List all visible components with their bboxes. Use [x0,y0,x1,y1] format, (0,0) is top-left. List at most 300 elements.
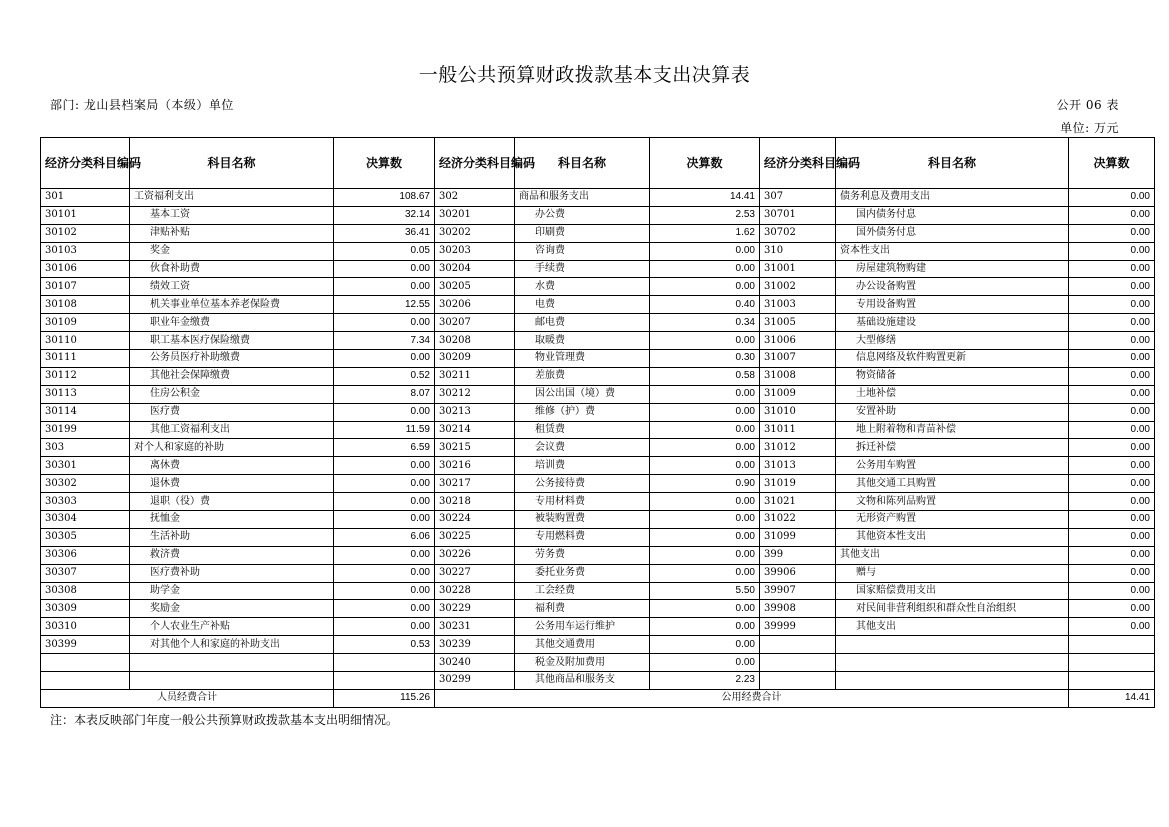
code-cell: 30231 [435,618,515,636]
code-cell: 31009 [760,385,836,403]
name-cell: 拆迁补偿 [836,439,1069,457]
amount-cell: 0.34 [650,314,760,332]
amount-cell: 0.00 [1069,224,1155,242]
code-cell: 30109 [41,314,130,332]
name-cell: 被装购置费 [515,511,650,529]
amount-cell: 0.00 [1069,206,1155,224]
amount-cell: 0.00 [650,618,760,636]
name-cell: 租赁费 [515,421,650,439]
name-cell: 会议费 [515,439,650,457]
code-cell: 30205 [435,278,515,296]
personnel-total-value: 115.26 [334,689,435,707]
code-cell: 31002 [760,278,836,296]
table-row [41,439,1155,457]
code-cell: 31008 [760,367,836,385]
code-cell: 30310 [41,618,130,636]
name-cell: 因公出国（境）费 [515,385,650,403]
amount-cell: 0.00 [334,278,435,296]
amount-cell: 0.00 [650,385,760,403]
code-cell [41,654,130,672]
code-cell: 30112 [41,367,130,385]
code-cell: 30215 [435,439,515,457]
code-cell: 30701 [760,206,836,224]
totals-row [41,689,1155,707]
table-row [41,296,1155,314]
amount-cell: 0.00 [1069,385,1155,403]
amount-cell: 7.34 [334,332,435,350]
table-row [41,278,1155,296]
code-cell: 31021 [760,493,836,511]
amount-cell: 0.00 [650,528,760,546]
header-code-3: 经济分类科目编码 [760,138,836,189]
code-cell: 30302 [41,475,130,493]
table-row [41,528,1155,546]
amount-cell: 0.00 [1069,475,1155,493]
amount-cell: 0.00 [650,511,760,529]
code-cell: 30228 [435,582,515,600]
table-row [41,350,1155,368]
amount-cell: 0.00 [334,493,435,511]
name-cell: 其他社会保障缴费 [130,367,334,385]
name-cell [836,672,1069,690]
code-cell: 30225 [435,528,515,546]
code-cell: 30399 [41,636,130,654]
amount-cell: 0.00 [334,564,435,582]
name-cell: 退休费 [130,475,334,493]
code-cell: 30217 [435,475,515,493]
code-cell: 30108 [41,296,130,314]
amount-cell: 0.00 [1069,242,1155,260]
amount-cell: 0.00 [334,260,435,278]
name-cell: 税金及附加费用 [515,654,650,672]
department-label: 部门: 龙山县档案局（本级）单位 [50,98,234,112]
amount-cell: 0.00 [650,242,760,260]
code-cell: 30209 [435,350,515,368]
table-row [41,636,1155,654]
table-row [41,367,1155,385]
name-cell: 房屋建筑物购建 [836,260,1069,278]
name-cell: 公务员医疗补助缴费 [130,350,334,368]
code-cell: 30306 [41,546,130,564]
amount-cell: 32.14 [334,206,435,224]
code-cell: 30201 [435,206,515,224]
code-cell: 30107 [41,278,130,296]
expenditure-table [40,137,1155,708]
name-cell: 绩效工资 [130,278,334,296]
name-cell: 津贴补贴 [130,224,334,242]
code-cell: 30111 [41,350,130,368]
table-header-row [41,138,1155,189]
name-cell: 其他支出 [836,546,1069,564]
amount-cell: 0.00 [650,457,760,475]
code-cell: 31007 [760,350,836,368]
code-cell: 39907 [760,582,836,600]
public-total-value: 14.41 [1069,689,1155,707]
name-cell: 基本工资 [130,206,334,224]
name-cell: 国家赔偿费用支出 [836,582,1069,600]
name-cell: 水费 [515,278,650,296]
unit-label: 单位: 万元 [1060,121,1119,135]
amount-cell: 0.53 [334,636,435,654]
amount-cell: 8.07 [334,385,435,403]
header-amount-2: 决算数 [650,138,760,189]
form-number: 公开 06 表 [1056,98,1119,112]
code-cell: 30702 [760,224,836,242]
code-cell: 30214 [435,421,515,439]
amount-cell: 0.00 [1069,260,1155,278]
amount-cell: 108.67 [334,189,435,207]
code-cell: 30206 [435,296,515,314]
name-cell: 其他交通费用 [515,636,650,654]
code-cell: 31012 [760,439,836,457]
code-cell: 31010 [760,403,836,421]
name-cell: 对民间非营利组织和群众性自治组织 [836,600,1069,618]
name-cell: 住房公积金 [130,385,334,403]
code-cell: 39908 [760,600,836,618]
amount-cell: 0.00 [1069,278,1155,296]
amount-cell: 0.52 [334,367,435,385]
amount-cell: 0.00 [1069,457,1155,475]
name-cell: 培训费 [515,457,650,475]
code-cell: 30226 [435,546,515,564]
amount-cell: 0.00 [650,278,760,296]
amount-cell: 0.00 [650,600,760,618]
name-cell: 奖金 [130,242,334,260]
amount-cell: 0.00 [334,475,435,493]
code-cell: 31001 [760,260,836,278]
name-cell: 专用材料费 [515,493,650,511]
header-amount-1: 决算数 [334,138,435,189]
amount-cell: 0.00 [1069,439,1155,457]
name-cell: 印刷费 [515,224,650,242]
amount-cell: 0.00 [1069,493,1155,511]
code-cell: 31003 [760,296,836,314]
name-cell: 工资福利支出 [130,189,334,207]
amount-cell: 0.00 [1069,564,1155,582]
code-cell: 30101 [41,206,130,224]
name-cell: 国内债务付息 [836,206,1069,224]
header-name-3: 科目名称 [836,138,1069,189]
code-cell: 31013 [760,457,836,475]
name-cell: 抚恤金 [130,511,334,529]
name-cell: 其他商品和服务支 [515,672,650,690]
name-cell: 其他资本性支出 [836,528,1069,546]
code-cell: 31099 [760,528,836,546]
amount-cell: 0.40 [650,296,760,314]
name-cell: 职业年金缴费 [130,314,334,332]
name-cell: 其他支出 [836,618,1069,636]
amount-cell: 0.00 [650,260,760,278]
code-cell: 31022 [760,511,836,529]
amount-cell: 11.59 [334,421,435,439]
amount-cell: 0.00 [1069,600,1155,618]
amount-cell: 0.58 [650,367,760,385]
code-cell: 30114 [41,403,130,421]
name-cell: 手续费 [515,260,650,278]
code-cell: 30240 [435,654,515,672]
name-cell: 生活补助 [130,528,334,546]
name-cell: 资本性支出 [836,242,1069,260]
name-cell: 奖励金 [130,600,334,618]
code-cell: 30110 [41,332,130,350]
name-cell: 救济费 [130,546,334,564]
code-cell: 31006 [760,332,836,350]
amount-cell: 12.55 [334,296,435,314]
amount-cell: 0.00 [1069,403,1155,421]
name-cell: 委托业务费 [515,564,650,582]
code-cell: 30213 [435,403,515,421]
name-cell: 医疗费 [130,403,334,421]
table-row [41,260,1155,278]
amount-cell: 6.59 [334,439,435,457]
header-amount-3: 决算数 [1069,138,1155,189]
table-row [41,189,1155,207]
amount-cell: 2.23 [650,672,760,690]
name-cell: 办公设备购置 [836,278,1069,296]
name-cell: 离休费 [130,457,334,475]
page-title: 一般公共预算财政拨款基本支出决算表 [418,64,751,86]
name-cell: 公务接待费 [515,475,650,493]
name-cell: 维修（护）费 [515,403,650,421]
table-row [41,206,1155,224]
code-cell: 30106 [41,260,130,278]
name-cell: 信息网络及软件购置更新 [836,350,1069,368]
amount-cell: 0.00 [334,618,435,636]
code-cell: 30303 [41,493,130,511]
code-cell: 39999 [760,618,836,636]
code-cell: 30224 [435,511,515,529]
amount-cell: 6.06 [334,528,435,546]
code-cell: 31019 [760,475,836,493]
amount-cell: 0.00 [650,636,760,654]
amount-cell: 36.41 [334,224,435,242]
name-cell: 职工基本医疗保险缴费 [130,332,334,350]
table-row [41,618,1155,636]
name-cell: 个人农业生产补贴 [130,618,334,636]
code-cell: 30308 [41,582,130,600]
code-cell: 30204 [435,260,515,278]
table-row [41,224,1155,242]
amount-cell: 0.00 [650,654,760,672]
amount-cell [334,654,435,672]
name-cell: 其他工资福利支出 [130,421,334,439]
amount-cell: 0.00 [650,546,760,564]
name-cell: 公务用车运行维护 [515,618,650,636]
table-row [41,421,1155,439]
amount-cell [334,672,435,690]
header-name-1: 科目名称 [130,138,334,189]
amount-cell: 5.50 [650,582,760,600]
code-cell: 30304 [41,511,130,529]
table-row [41,672,1155,690]
name-cell: 医疗费补助 [130,564,334,582]
table-row [41,546,1155,564]
amount-cell: 0.00 [650,403,760,421]
name-cell [836,654,1069,672]
amount-cell [1069,672,1155,690]
code-cell: 30113 [41,385,130,403]
name-cell: 国外债务付息 [836,224,1069,242]
table-row [41,475,1155,493]
code-cell: 30207 [435,314,515,332]
header-name-2: 科目名称 [515,138,650,189]
amount-cell: 0.00 [1069,618,1155,636]
code-cell [760,636,836,654]
amount-cell: 0.00 [334,582,435,600]
code-cell: 30102 [41,224,130,242]
table-row [41,242,1155,260]
amount-cell: 0.00 [1069,296,1155,314]
code-cell: 30199 [41,421,130,439]
table-row [41,314,1155,332]
name-cell: 对个人和家庭的补助 [130,439,334,457]
name-cell: 物资储备 [836,367,1069,385]
name-cell: 公务用车购置 [836,457,1069,475]
table-note: 注：本表反映部门年度一般公共预算财政拨款基本支出明细情况。 [50,713,399,727]
name-cell: 专用燃料费 [515,528,650,546]
amount-cell: 0.00 [650,439,760,457]
name-cell: 伙食补助费 [130,260,334,278]
name-cell: 邮电费 [515,314,650,332]
name-cell [130,654,334,672]
amount-cell: 0.00 [1069,332,1155,350]
name-cell: 赠与 [836,564,1069,582]
name-cell: 福利费 [515,600,650,618]
code-cell [41,672,130,690]
name-cell: 专用设备购置 [836,296,1069,314]
amount-cell: 0.00 [650,332,760,350]
amount-cell: 0.00 [334,314,435,332]
code-cell: 30218 [435,493,515,511]
amount-cell: 0.00 [1069,546,1155,564]
table-row [41,511,1155,529]
name-cell: 债务利息及费用支出 [836,189,1069,207]
personnel-total-label: 人员经费合计 [41,689,334,707]
table-row [41,600,1155,618]
name-cell: 办公费 [515,206,650,224]
name-cell: 咨询费 [515,242,650,260]
code-cell: 30309 [41,600,130,618]
name-cell: 机关事业单位基本养老保险费 [130,296,334,314]
code-cell: 30202 [435,224,515,242]
header-code-2: 经济分类科目编码 [435,138,515,189]
amount-cell: 0.00 [1069,367,1155,385]
name-cell: 物业管理费 [515,350,650,368]
name-cell: 助学金 [130,582,334,600]
amount-cell: 0.00 [1069,528,1155,546]
amount-cell: 0.05 [334,242,435,260]
name-cell: 文物和陈列品购置 [836,493,1069,511]
amount-cell: 0.00 [1069,582,1155,600]
code-cell: 30212 [435,385,515,403]
name-cell: 地上附着物和青苗补偿 [836,421,1069,439]
table-row [41,654,1155,672]
amount-cell: 0.00 [334,350,435,368]
code-cell: 30239 [435,636,515,654]
code-cell: 31011 [760,421,836,439]
code-cell: 301 [41,189,130,207]
amount-cell: 0.00 [1069,511,1155,529]
code-cell: 30307 [41,564,130,582]
code-cell [760,672,836,690]
header-code-1: 经济分类科目编码 [41,138,130,189]
amount-cell: 14.41 [650,189,760,207]
name-cell: 电费 [515,296,650,314]
amount-cell: 0.00 [1069,421,1155,439]
name-cell [836,636,1069,654]
code-cell: 310 [760,242,836,260]
amount-cell: 0.00 [334,403,435,421]
name-cell: 商品和服务支出 [515,189,650,207]
name-cell: 无形资产购置 [836,511,1069,529]
code-cell: 30305 [41,528,130,546]
name-cell: 其他交通工具购置 [836,475,1069,493]
amount-cell: 0.00 [650,493,760,511]
code-cell: 30299 [435,672,515,690]
table-row [41,564,1155,582]
code-cell: 30229 [435,600,515,618]
amount-cell: 0.00 [650,421,760,439]
amount-cell: 0.00 [334,457,435,475]
table-row [41,332,1155,350]
name-cell: 基础设施建设 [836,314,1069,332]
name-cell: 土地补偿 [836,385,1069,403]
code-cell [760,654,836,672]
table-row [41,582,1155,600]
name-cell [130,672,334,690]
code-cell: 302 [435,189,515,207]
name-cell: 取暖费 [515,332,650,350]
amount-cell: 0.00 [650,564,760,582]
amount-cell: 0.00 [1069,350,1155,368]
name-cell: 工会经费 [515,582,650,600]
name-cell: 退职（役）费 [130,493,334,511]
code-cell: 307 [760,189,836,207]
table-body [41,189,1155,690]
table-row [41,493,1155,511]
code-cell: 30103 [41,242,130,260]
public-total-label: 公用经费合计 [435,689,1069,707]
amount-cell: 1.62 [650,224,760,242]
table-row [41,385,1155,403]
code-cell: 399 [760,546,836,564]
code-cell: 303 [41,439,130,457]
table-row [41,403,1155,421]
name-cell: 大型修缮 [836,332,1069,350]
name-cell: 差旅费 [515,367,650,385]
code-cell: 30203 [435,242,515,260]
amount-cell: 0.00 [334,546,435,564]
amount-cell: 0.00 [334,600,435,618]
code-cell: 39906 [760,564,836,582]
amount-cell [1069,636,1155,654]
code-cell: 30211 [435,367,515,385]
amount-cell: 0.30 [650,350,760,368]
code-cell: 30301 [41,457,130,475]
amount-cell [1069,654,1155,672]
name-cell: 安置补助 [836,403,1069,421]
name-cell: 对其他个人和家庭的补助支出 [130,636,334,654]
code-cell: 30227 [435,564,515,582]
amount-cell: 2.53 [650,206,760,224]
amount-cell: 0.90 [650,475,760,493]
code-cell: 31005 [760,314,836,332]
amount-cell: 0.00 [1069,314,1155,332]
amount-cell: 0.00 [334,511,435,529]
code-cell: 30216 [435,457,515,475]
table-row [41,457,1155,475]
name-cell: 劳务费 [515,546,650,564]
